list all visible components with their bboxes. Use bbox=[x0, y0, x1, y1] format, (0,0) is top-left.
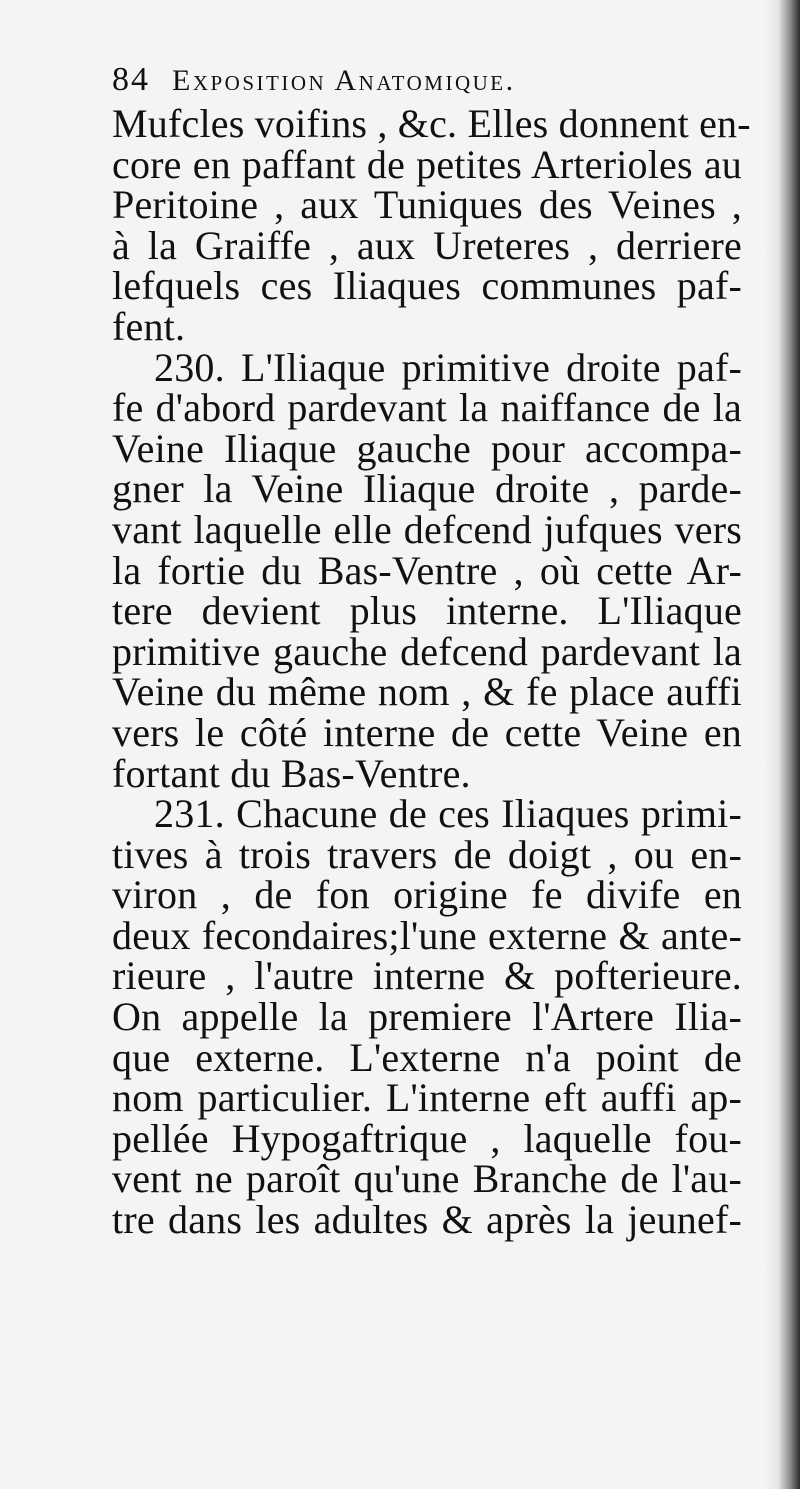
text-line: Veine Iliaque gauche pour accompa- bbox=[112, 425, 742, 471]
text-line: On appelle la premiere l'Artere Ilia- bbox=[112, 994, 742, 1040]
text-line: tere devient plus interne. L'Iliaque bbox=[112, 588, 742, 634]
text-line: fe d'abord pardevant la naiffance de la bbox=[112, 385, 742, 431]
text-line: que externe. L'externe n'a point de bbox=[112, 1034, 742, 1080]
text-line: lefquels ces Iliaques communes paf- bbox=[112, 263, 742, 309]
text-line: vers le côté interne de cette Veine en bbox=[112, 709, 742, 755]
text-line: Mufcles voifins , &c. Elles donnent en- bbox=[112, 101, 751, 146]
text-line: gner la Veine Iliaque droite , parde- bbox=[112, 466, 742, 512]
text-line: Veine du même nom , & fe place auffi bbox=[112, 669, 742, 715]
running-title: Exposition Anatomique. bbox=[172, 64, 516, 97]
page-text bbox=[112, 60, 751, 1243]
text-line: vent ne paroît qu'une Branche de l'au- bbox=[112, 1156, 742, 1202]
text-line: à la Graiffe , aux Ureteres , derriere bbox=[112, 222, 742, 268]
text-line: nom particulier. L'interne eft auffi ap- bbox=[112, 1075, 742, 1121]
text-line: tre dans les adultes & après la jeunef- bbox=[112, 1197, 742, 1243]
paragraph-230-start: 230. L'Iliaque primitive droite paf- bbox=[154, 344, 742, 390]
text-line: core en paffant de petites Arterioles au bbox=[112, 141, 742, 187]
text-line: vant laquelle elle defcend jufques vers bbox=[112, 506, 742, 552]
running-header bbox=[112, 60, 742, 104]
text-line: viron , de fon origine fe divife en bbox=[112, 872, 742, 918]
paragraph-231-start: 231. Chacune de ces Iliaques primi- bbox=[154, 791, 742, 837]
text-line: Peritoine , aux Tuniques des Veines , bbox=[112, 182, 742, 228]
text-line: pellée Hypogaftrique , laquelle fou- bbox=[112, 1115, 742, 1161]
text-line: la fortie du Bas-Ventre , où cette Ar- bbox=[112, 547, 742, 593]
text-line: primitive gauche defcend pardevant la bbox=[112, 628, 742, 674]
text-line: tives à trois travers de doigt , ou en- bbox=[112, 831, 742, 877]
text-line: rieure , l'autre interne & pofterieure. bbox=[112, 953, 742, 999]
text-line: fortant du Bas-Ventre. bbox=[112, 750, 471, 796]
text-line: deux fecondaires;l'une externe & ante- bbox=[112, 912, 742, 958]
page-edge-shadow bbox=[778, 0, 800, 1489]
page-number: 84 bbox=[112, 61, 150, 98]
text-line: fent. bbox=[112, 303, 186, 349]
gutter-shadow bbox=[764, 0, 778, 1489]
